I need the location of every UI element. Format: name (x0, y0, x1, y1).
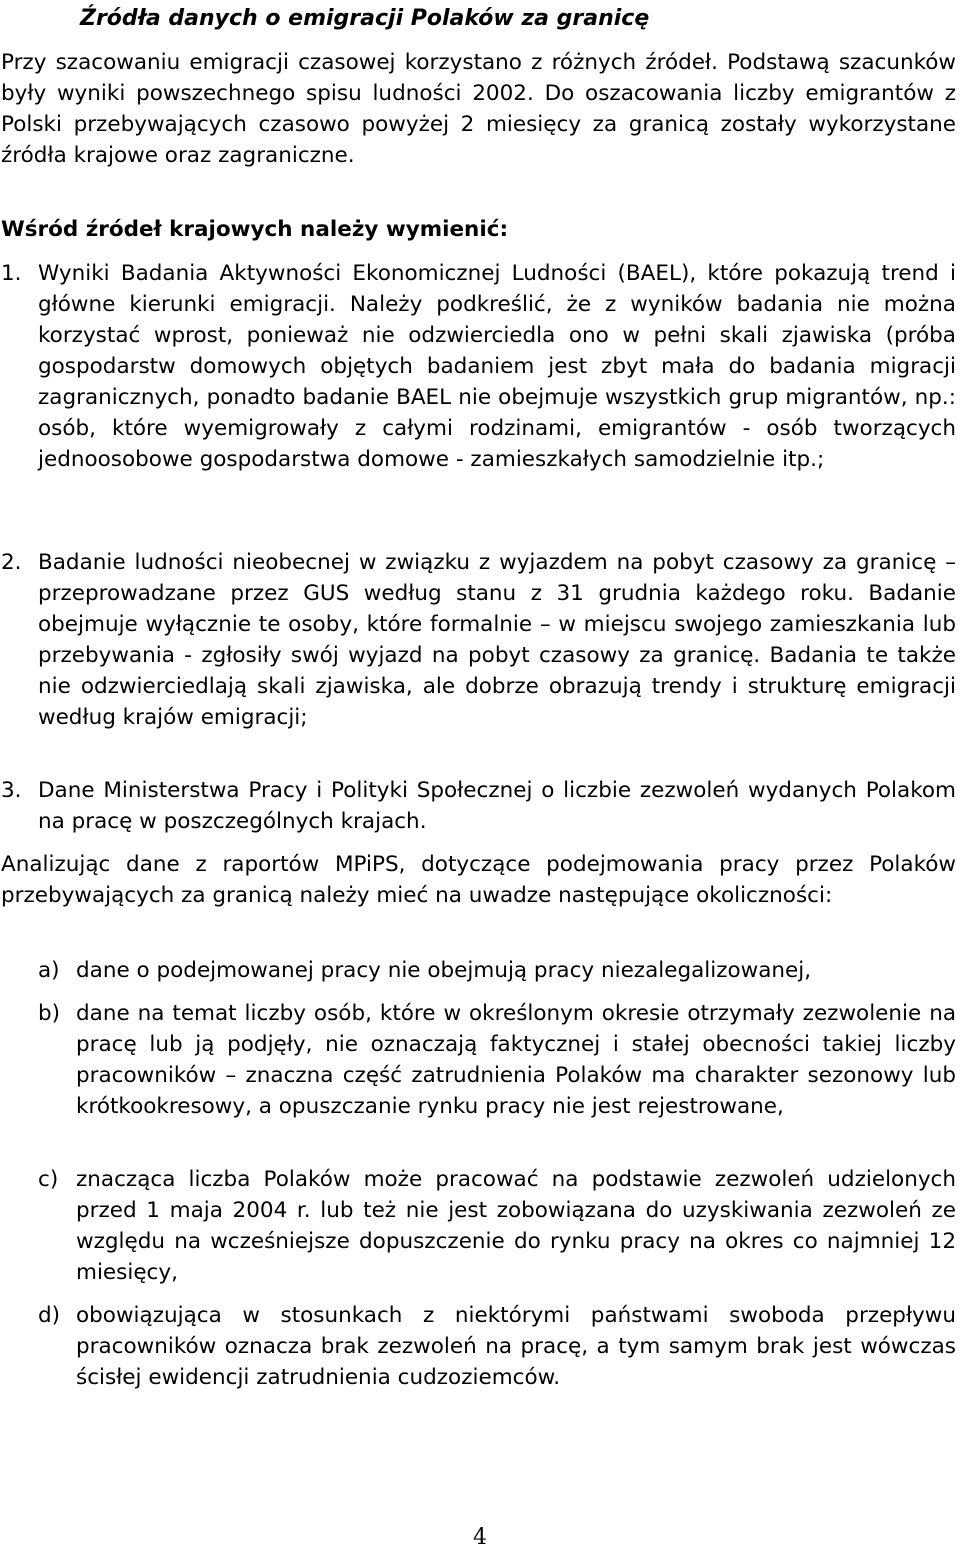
list-item (0, 998, 956, 1122)
list-text: dane o podejmowanej pracy nie obejmują pracy niezalegalizowanej, (76, 958, 812, 983)
list-item (0, 775, 956, 837)
list-label: d) (38, 1303, 61, 1328)
list-item (0, 547, 956, 733)
list-text: Badanie ludności nieobecnej w związku z wyjazdem na pobyt czasowy za granicę –przeprowadzane przez GUS według stanu z 31 grudnia każdego roku. Badanie obejmuje wyłącznie te osoby, które formalnie – w miejscu swojego zamieszkania lub przebywania - zgłosiły swój wyjazd na pobyt czasowy za granicę. Badania te także nie odzwierciedlają skali zjawiska, ale dobrze obrazują trendy i strukturę emigracji według krajów emigracji; (38, 550, 956, 730)
intro-paragraph: Przy szacowaniu emigracji czasowej korzystano z różnych źródeł. Podstawą szacunków były wyniki powszechnego spisu ludności 2002. Do oszacowania liczby emigrantów z Polski przebywających czasowo powyżej 2 miesięcy za granicą zostały wykorzystane źródła krajowe oraz zagraniczne. (1, 50, 956, 168)
list-item (0, 1300, 956, 1393)
list-number: 3. (1, 778, 22, 803)
list-number: 2. (1, 550, 22, 575)
section-heading: Źródła danych o emigracji Polaków za granicę (80, 6, 650, 31)
list-text: Wyniki Badania Aktywności Ekonomicznej Ludności (BAEL), które pokazują trend i główne kierunki emigracji. Należy podkreślić, że z wyników badania nie można korzystać wprost, ponieważ nie odzwierciedla ono w pełni skali zjawiska (próba gospodarstw domowych objętych badaniem jest zbyt mała do badania migracji zagranicznych, ponadto badanie BAEL nie obejmuje wszystkich grup migrantów, np.: osób, które wyemigrowały z całymi rodzinami, emigrantów - osób tworzących jednoosobowe gospodarstwa domowe - zamieszkałych samodzielnie itp.; (38, 261, 956, 472)
list-label: a) (38, 958, 60, 983)
list-text: obowiązująca w stosunkach z niektórymi państwami swoboda przepływu pracowników oznacza brak zezwoleń na pracę, a tym samym brak jest wówczas ścisłej ewidencji zatrudnienia cudzoziemców. (76, 1303, 956, 1390)
list-item (0, 1164, 956, 1288)
list-label: c) (38, 1167, 59, 1192)
list-text: znacząca liczba Polaków może pracować na podstawie zezwoleń udzielonych przed 1 maja 2004 r. lub też nie jest zobowiązana do uzyskiwania zezwoleń ze względu na wcześniejsze dopuszczenie do rynku pracy na okres co najmniej 12 miesięcy, (76, 1167, 956, 1285)
list-number: 1. (1, 261, 22, 286)
list-item (0, 955, 956, 986)
domestic-sources-heading: Wśród źródeł krajowych należy wymienić: (1, 217, 509, 242)
page-number: 4 (473, 1525, 487, 1550)
analysis-paragraph: Analizując dane z raportów MPiPS, dotyczące podejmowania pracy przez Polaków przebywających za granicą należy mieć na uwadze następujące okoliczności: (1, 852, 956, 908)
list-item (0, 258, 956, 475)
list-text: dane na temat liczby osób, które w określonym okresie otrzymały zezwolenie na pracę lub ją podjęły, nie oznaczają faktycznej i stałej obecności takiej liczby pracowników – znaczna część zatrudnienia Polaków ma charakter sezonowy lub krótkookresowy, a opuszczanie rynku pracy nie jest rejestrowane, (76, 1001, 956, 1119)
list-text: Dane Ministerstwa Pracy i Polityki Społecznej o liczbie zezwoleń wydanych Polakom na pracę w poszczególnych krajach. (38, 778, 956, 834)
list-label: b) (38, 1001, 61, 1026)
